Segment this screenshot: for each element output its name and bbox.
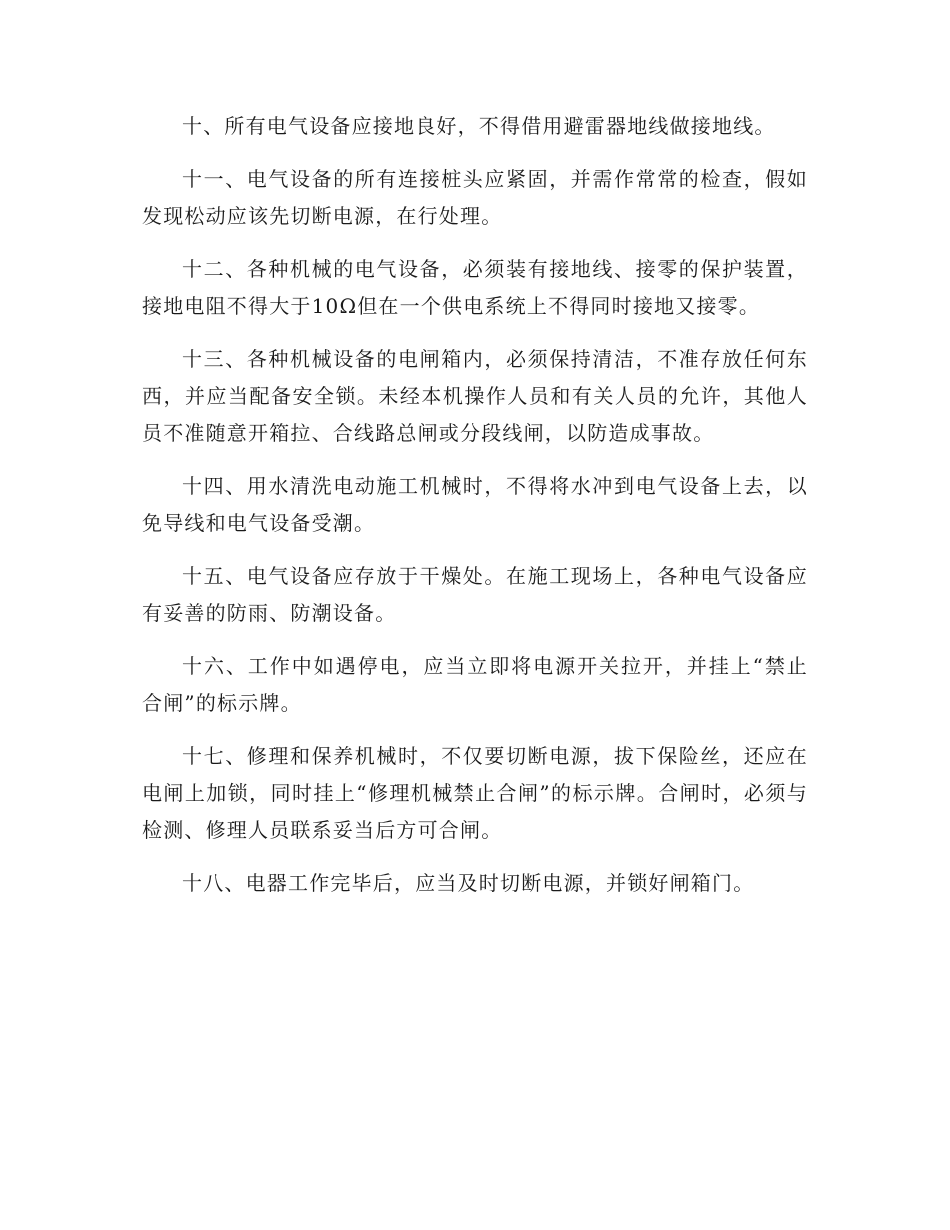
paragraph-14: 十四、用水清洗电动施工机械时，不得将水冲到电气设备上去，以免导线和电气设备受潮。 bbox=[142, 474, 808, 535]
paragraph-15: 十五、电气设备应存放于干燥处。在施工现场上，各种电气设备应有妥善的防雨、防潮设备。 bbox=[142, 564, 808, 625]
paragraph-17: 十七、修理和保养机械时，不仅要切断电源，拔下保险丝，还应在电闸上加锁，同时挂上“修理机械禁止合闸”的标示牌。合闸时，必须与检测、修理人员联系妥当后方可合闸。 bbox=[142, 744, 808, 842]
paragraph-18: 十八、电器工作完毕后，应当及时切断电源，并锁好闸箱门。 bbox=[182, 871, 755, 895]
paragraph-13: 十三、各种机械设备的电闸箱内，必须保持清洁，不准存放任何东西，并应当配备安全锁。未经本机操作人员和有关人员的允许，其他人员不准随意开箱拉、合线路总闸或分段线闸，以防造成事故。 bbox=[142, 347, 808, 445]
document-body bbox=[142, 108, 808, 918]
paragraph-10: 十、所有电气设备应接地良好，不得借用避雷器地线做接地线。 bbox=[182, 114, 776, 138]
paragraph-16: 十六、工作中如遇停电，应当立即将电源开关拉开，并挂上“禁止合闸”的标示牌。 bbox=[142, 654, 808, 715]
paragraph-11: 十一、电气设备的所有连接桩头应紧固，并需作常常的检查，假如发现松动应该先切断电源，在行处理。 bbox=[142, 167, 808, 228]
paragraph-12: 十二、各种机械的电气设备，必须装有接地线、接零的保护装置，接地电阻不得大于10Ω但在一个供电系统上不得同时接地又接零。 bbox=[142, 257, 808, 318]
